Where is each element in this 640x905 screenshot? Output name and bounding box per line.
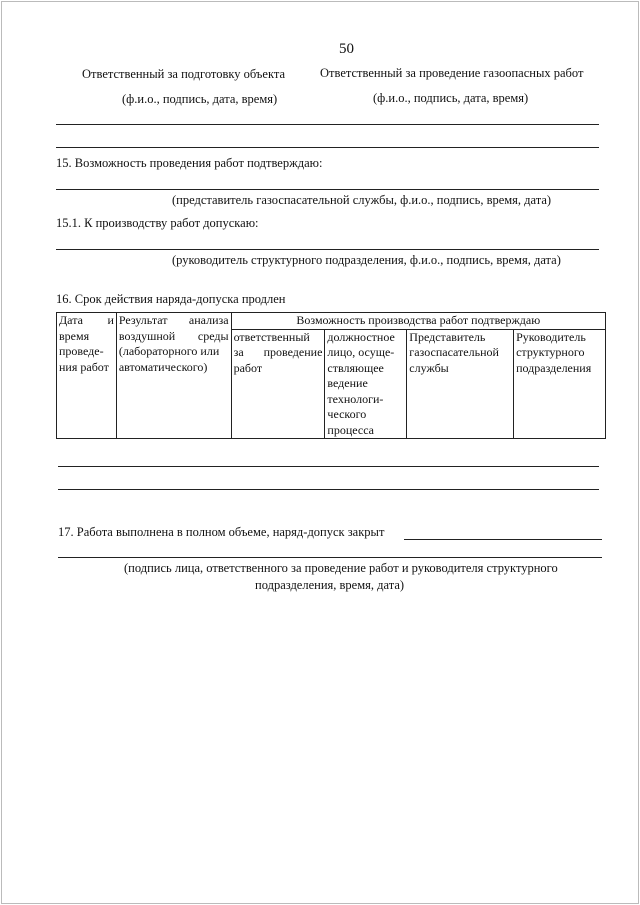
signature-line[interactable]	[56, 147, 599, 148]
section-15-signature-line[interactable]	[56, 189, 599, 190]
signature-line[interactable]	[56, 124, 599, 125]
closure-line[interactable]	[404, 539, 602, 540]
right-signature-title: Ответственный за проведение газоопасных работ	[320, 66, 584, 80]
blank-line[interactable]	[58, 489, 599, 490]
section-15-1-signature-line[interactable]	[56, 249, 599, 250]
section-16-title: 16. Срок действия наряда-допуска продлен	[56, 292, 286, 306]
section-15-title: 15. Возможность проведения работ подтверждаю:	[56, 156, 323, 170]
extension-table	[56, 312, 606, 439]
section-17-hint-line2: подразделения, время, дата)	[255, 578, 405, 592]
left-signature-title: Ответственный за подготовку объекта	[82, 67, 286, 81]
header-rescue-service: Представитель газоспасательной службы	[407, 329, 514, 439]
page-border	[1, 1, 639, 904]
header-unit-head: Руководитель структурного подразделения	[514, 329, 606, 439]
right-signature-hint: (ф.и.о., подпись, дата, время)	[373, 91, 529, 105]
section-17-hint-line1: (подпись лица, ответственного за проведение работ и руководителя структурного	[124, 561, 558, 575]
header-process-official: должностное лицо, осуще- ствляющее ведение технологи- ческого процесса	[325, 329, 407, 439]
section-17-signature-line[interactable]	[58, 557, 602, 558]
header-confirmation-group: Возможность производства работ подтверждаю	[231, 313, 605, 330]
header-air-analysis: Результат анализа воздушной среды (лабораторного или автоматического)	[116, 313, 231, 439]
section-17-title: 17. Работа выполнена в полном объеме, наряд-допуск закрыт	[58, 525, 385, 539]
section-15-hint: (представитель газоспасательной службы, ф.и.о., подпись, время, дата)	[172, 193, 552, 207]
header-date-time: Дата и время проведе- ния работ	[57, 313, 117, 439]
left-signature-hint: (ф.и.о., подпись, дата, время)	[122, 92, 278, 106]
section-15-1-title: 15.1. К производству работ допускаю:	[56, 216, 259, 230]
page-number: 50	[339, 41, 354, 57]
blank-line[interactable]	[58, 466, 599, 467]
header-responsible: ответственный за проведение работ	[231, 329, 325, 439]
section-15-1-hint: (руководитель структурного подразделения, ф.и.о., подпись, время, дата)	[172, 253, 561, 267]
